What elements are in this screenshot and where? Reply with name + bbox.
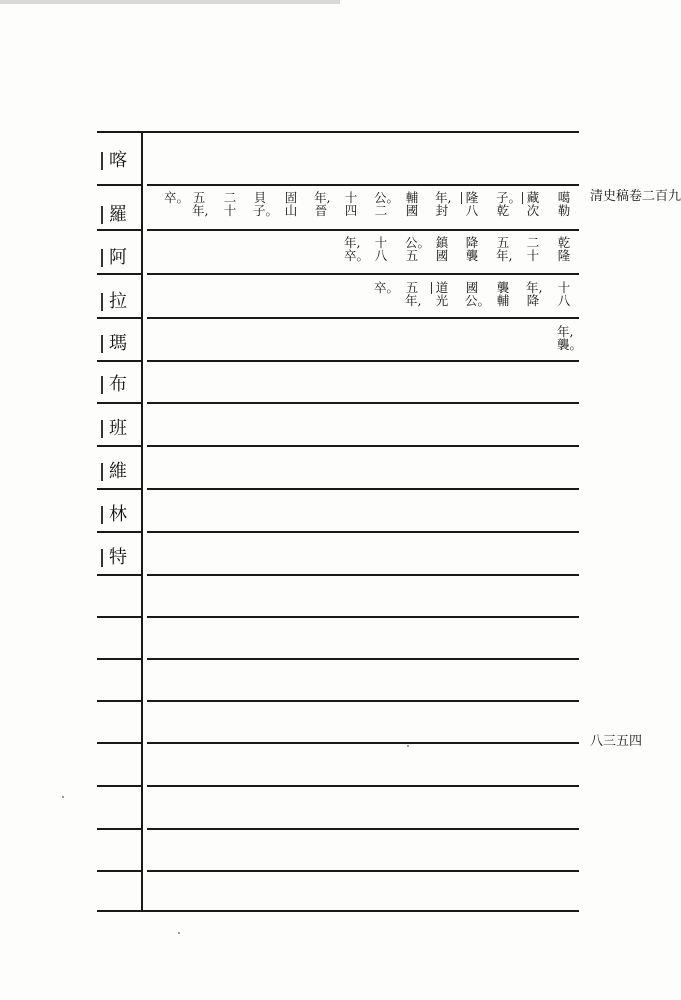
text-column: 年, 襲。	[557, 324, 583, 352]
left-rule	[97, 742, 141, 744]
text-column: 卒。	[164, 190, 190, 205]
text-column: 乾 隆	[557, 235, 571, 263]
row-rule	[147, 870, 579, 872]
scan-speck	[407, 745, 409, 747]
name-char: 班	[109, 418, 127, 439]
row-rule	[147, 402, 579, 404]
left-rule	[97, 658, 141, 660]
left-rule	[97, 273, 141, 275]
text-column: 襲 輔	[496, 280, 510, 308]
text-column: 年, 封	[435, 190, 452, 218]
name-char: 林	[109, 504, 127, 525]
row-rule	[147, 273, 579, 275]
text-column: 隆 八	[465, 190, 479, 218]
text-column: 十 四	[344, 190, 358, 218]
row-rule	[147, 616, 579, 618]
text-column: 二 十	[223, 190, 237, 218]
name-char: 瑪	[109, 333, 127, 354]
left-rule	[97, 229, 141, 231]
text-column: 公。 五	[405, 235, 431, 263]
text-column: 年, 降	[526, 280, 543, 308]
text-column: 公。 二	[374, 190, 400, 218]
text-column: 年, 晉	[314, 190, 331, 218]
row-rule	[147, 317, 579, 319]
left-rule	[97, 488, 141, 490]
row-rule	[147, 700, 579, 702]
text-column: 五 年,	[496, 235, 513, 263]
table-divider	[141, 131, 143, 910]
table-top-rule	[97, 131, 579, 133]
row-rule	[147, 785, 579, 787]
left-rule	[97, 616, 141, 618]
left-rule	[97, 785, 141, 787]
name-char: 拉	[109, 291, 127, 312]
name-char: 羅	[109, 204, 127, 225]
text-column: 藏 次	[526, 190, 540, 218]
table-bottom-rule	[97, 910, 579, 912]
text-column: 輔 國	[405, 190, 419, 218]
text-column: 降 襲	[465, 235, 479, 263]
text-column: 固 山	[284, 190, 298, 218]
left-rule	[97, 700, 141, 702]
row-rule	[147, 229, 579, 231]
left-rule	[97, 531, 141, 533]
row-rule	[147, 658, 579, 660]
left-rule	[97, 317, 141, 319]
row-rule	[147, 574, 579, 576]
volume-title: 清史稿卷二百九	[590, 189, 681, 204]
text-column: 二 十	[526, 235, 540, 263]
text-column: 十 八	[557, 280, 571, 308]
left-rule	[97, 574, 141, 576]
row-rule	[147, 531, 579, 533]
scan-speck	[178, 932, 180, 934]
left-rule	[97, 184, 141, 186]
name-char: 維	[109, 461, 127, 482]
scan-edge-bar	[0, 0, 340, 4]
name-char: 布	[109, 374, 127, 395]
text-column: 鎮 國	[435, 235, 449, 263]
name-char: 特	[109, 547, 127, 568]
row-rule	[147, 360, 579, 362]
row-rule	[147, 488, 579, 490]
left-rule	[97, 870, 141, 872]
text-column: 子。 乾	[496, 190, 522, 218]
text-column: 道 光	[435, 280, 449, 308]
page-number: 八三五四	[590, 734, 643, 749]
left-rule	[97, 828, 141, 830]
text-column: 噶 勒	[557, 190, 571, 218]
left-rule	[97, 445, 141, 447]
text-column: 年, 卒。	[344, 235, 370, 263]
row-rule	[147, 445, 579, 447]
row-rule	[147, 828, 579, 830]
row-rule	[147, 742, 579, 744]
text-column: 卒。	[374, 280, 400, 295]
left-rule	[97, 402, 141, 404]
row-rule	[147, 184, 579, 186]
text-column: 十 八	[374, 235, 388, 263]
text-column: 五 年,	[192, 190, 209, 218]
scan-speck	[62, 796, 64, 798]
text-column: 國 公。	[465, 280, 491, 308]
name-char: 阿	[109, 247, 127, 268]
name-char: 喀	[109, 150, 127, 171]
text-column: 五 年,	[405, 280, 422, 308]
left-rule	[97, 360, 141, 362]
text-column: 貝 子。	[253, 190, 279, 218]
